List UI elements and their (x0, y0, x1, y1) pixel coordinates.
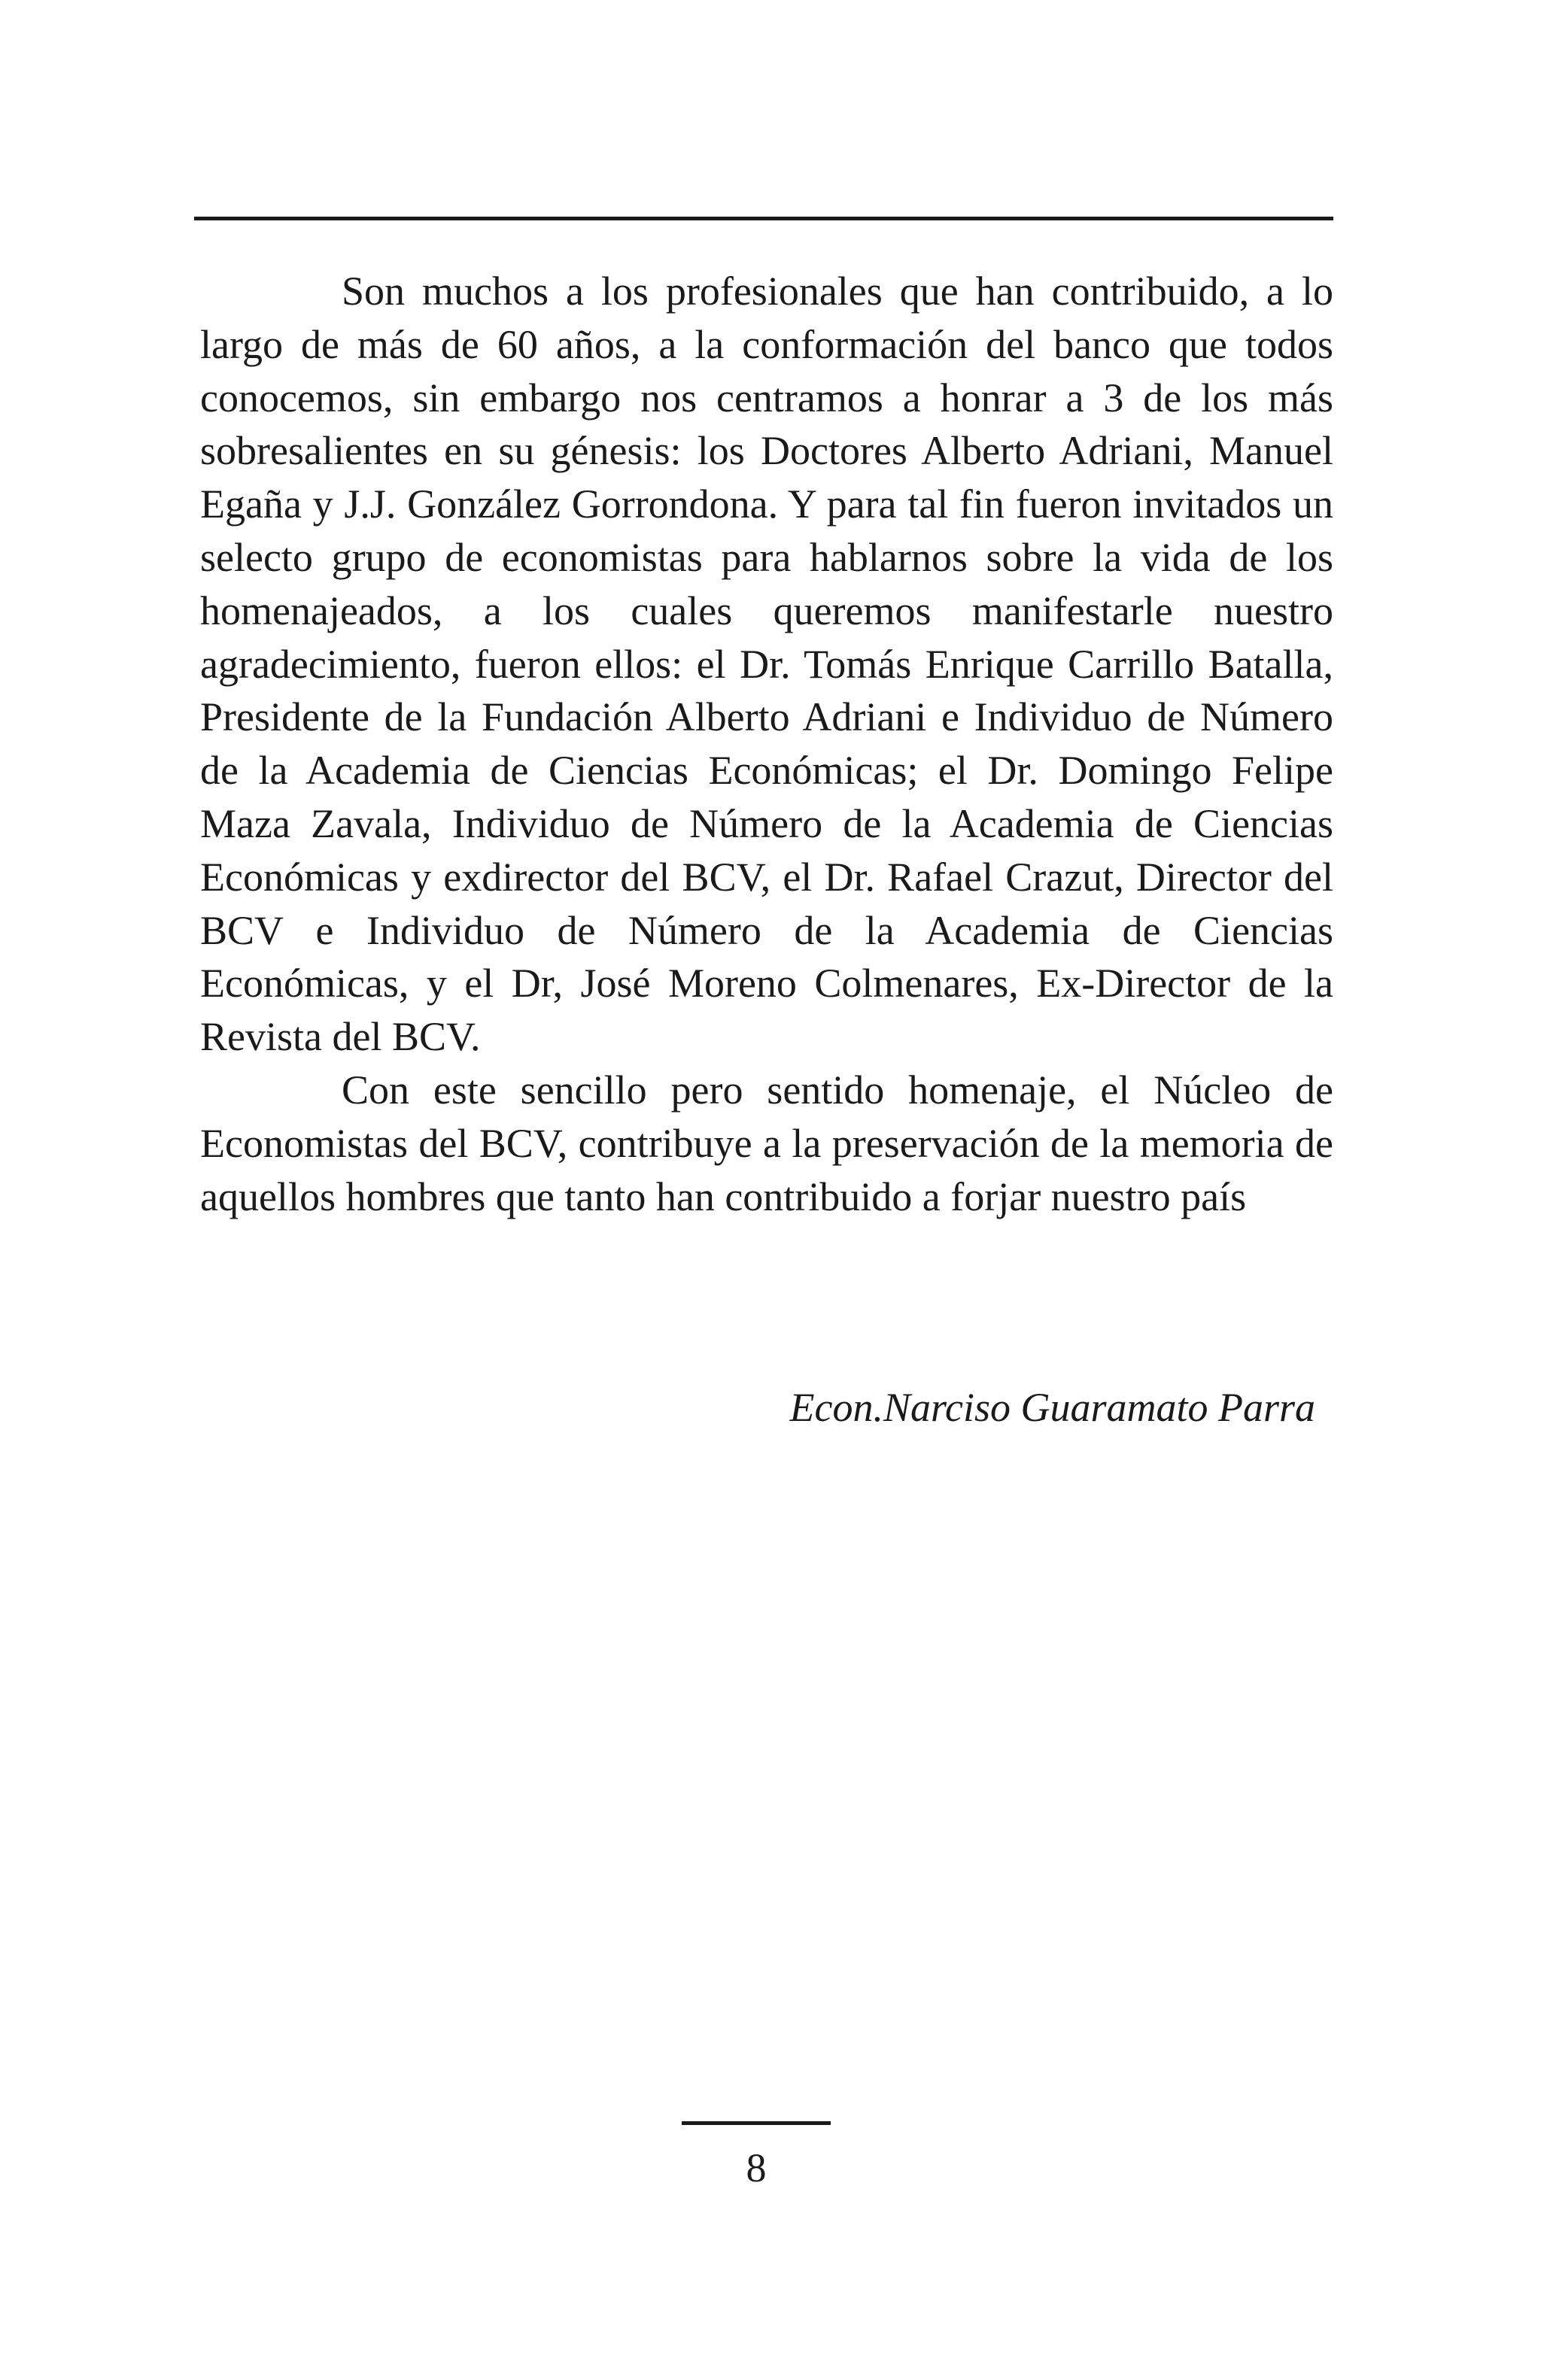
paragraph-2: Con este sencillo pero sentido homenaje, el Núcleo de Economistas del BCV, contribuye a la preservación de la memoria de aquellos hombres que tanto han contribuido a forjar nuestro país (200, 1067, 1333, 1219)
page-number: 8 (746, 2145, 767, 2190)
header-rule (194, 217, 1333, 220)
signature: Econ.Narciso Guaramato Parra (789, 1385, 1315, 1430)
footer-rule (682, 2121, 831, 2125)
paragraph-1: Son muchos a los profesionales que han contribuido, a lo largo de más de 60 años, a la conformación del banco que todos conocemos, sin embargo nos centramos a honrar a 3 de los más sobresalientes en su génesis: los Doctores Alberto Adriani, Manuel Egaña y J.J. González Gorrondona. Y para tal fin fueron invitados un selecto grupo de economistas para hablarnos sobre la vida de los homenajeados, a los cuales queremos manifestarle nuestro agradecimiento, fueron ellos: el Dr. Tomás Enrique Carrillo Batalla, Presidente de la Fundación Alberto Adriani e Individuo de Número de la Academia de Ciencias Económicas; el Dr. Domingo Felipe Maza Zavala, Individuo de Número de la Academia de Ciencias Económicas y exdirector del BCV, el Dr. Rafael Crazut, Director del BCV e Individuo de Número de la Academia de Ciencias Económicas, y el Dr, José Moreno Colmenares, Ex-Director de la Revista del BCV. (200, 269, 1333, 1060)
body-text (200, 265, 1333, 1223)
